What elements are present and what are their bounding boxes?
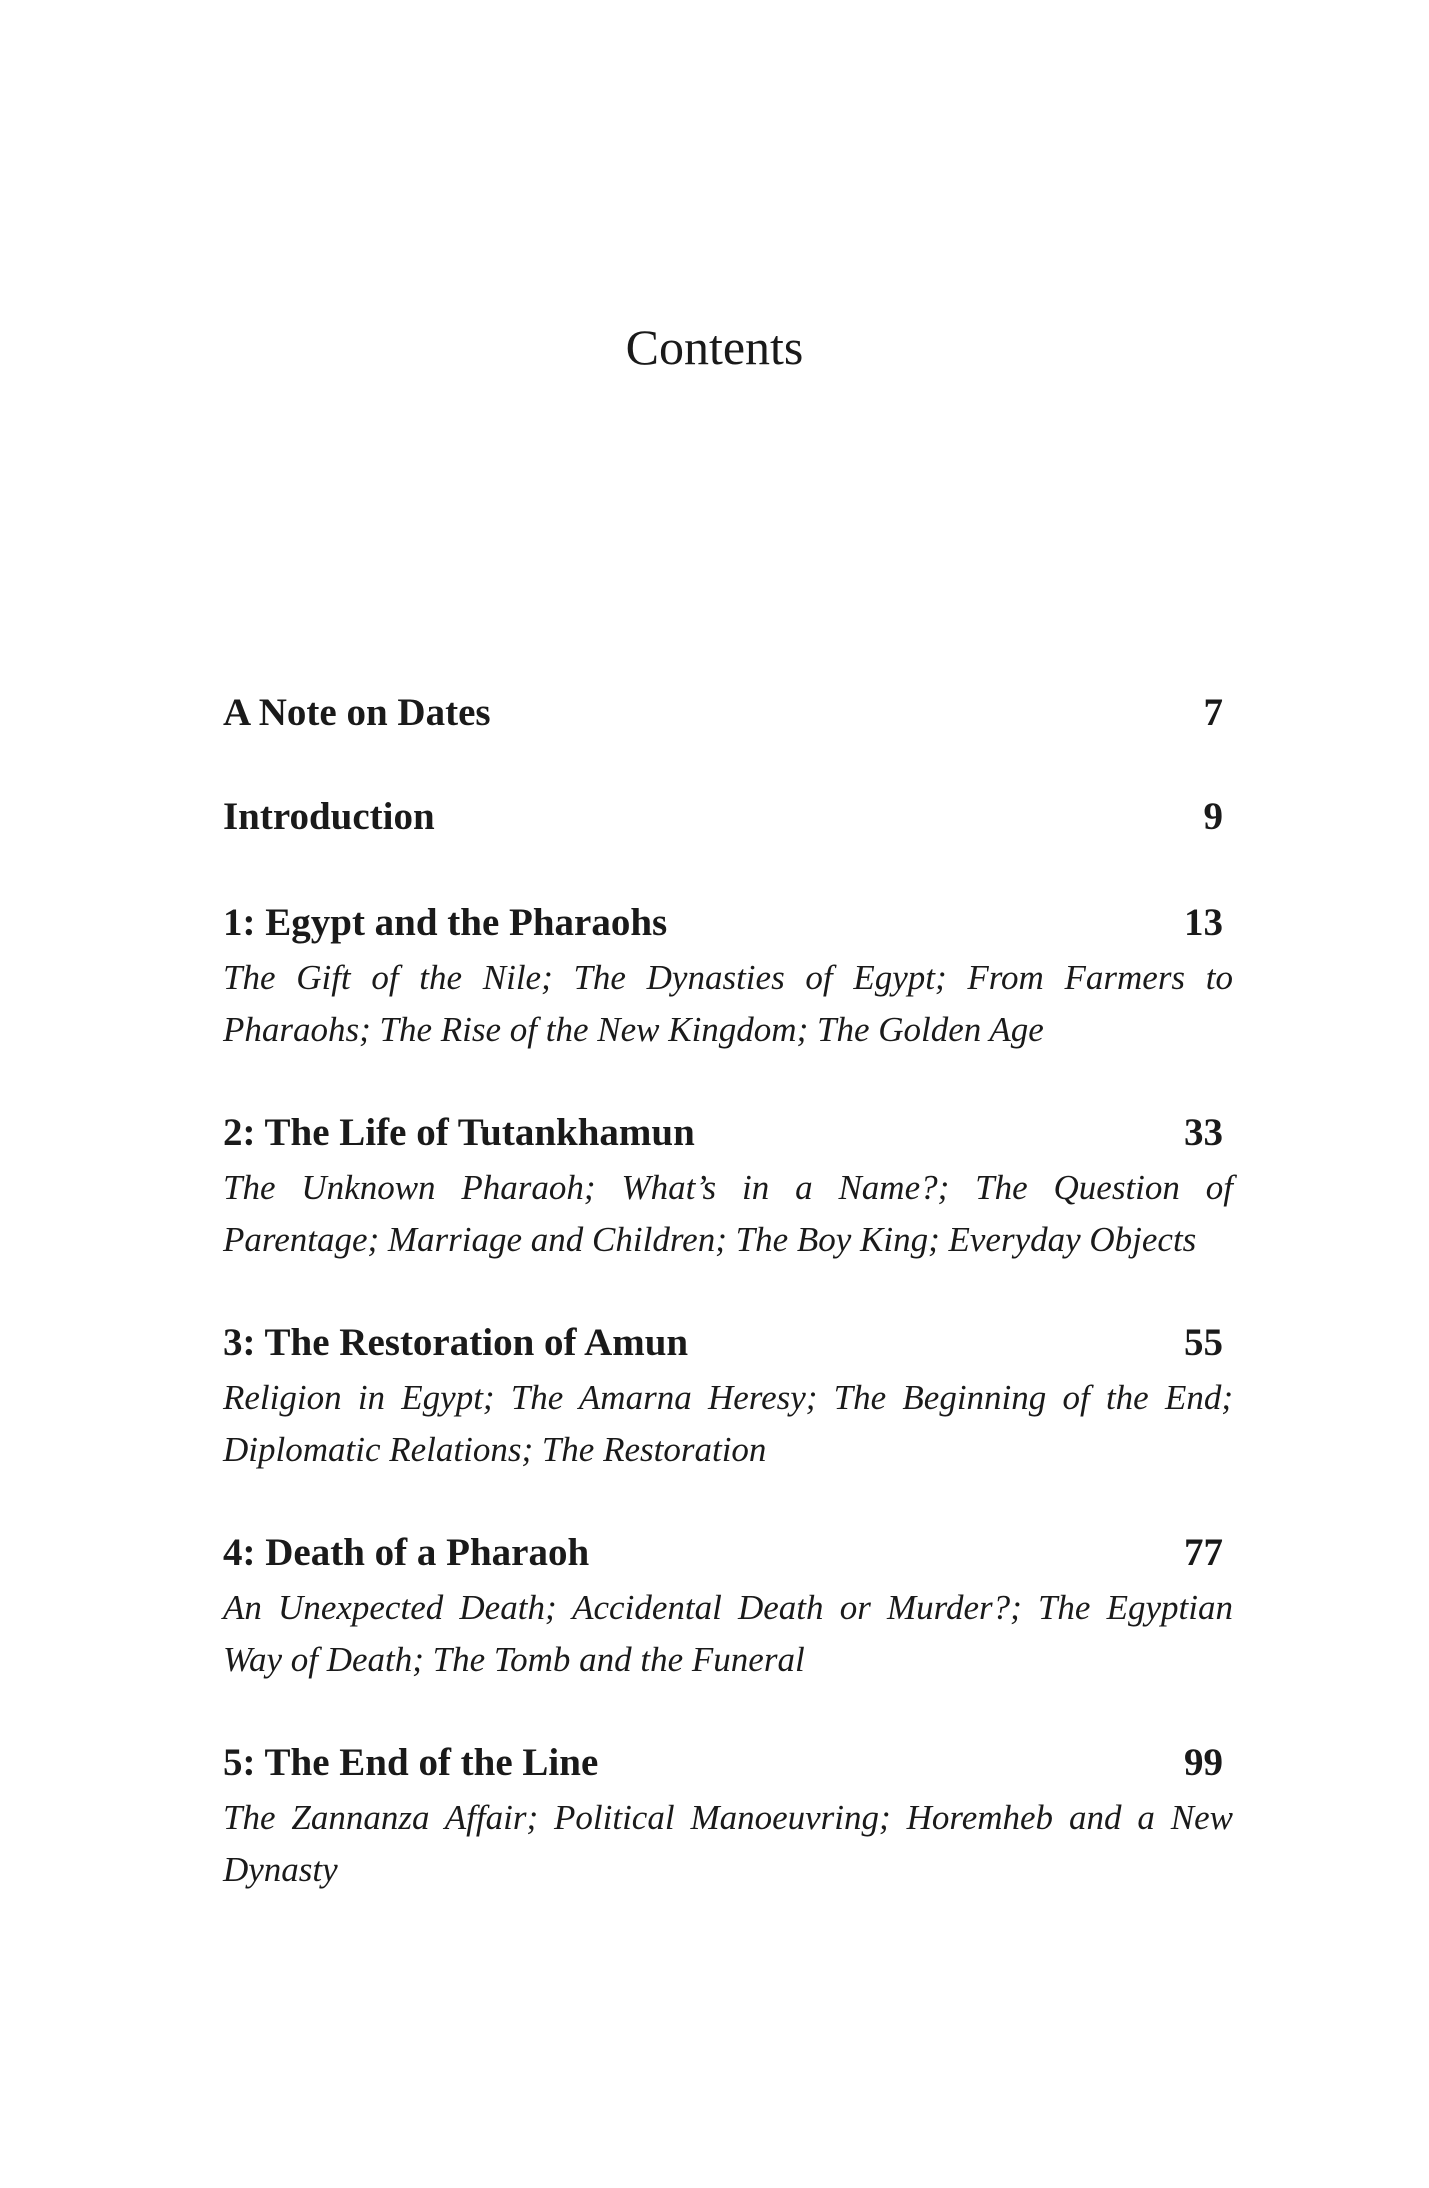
toc-entry-subtitle: Religion in Egypt; The Amarna Heresy; The Beginning of the End; Diplomatic Relations; The Restoration (223, 1378, 1233, 1469)
toc-entry-subtitle: The Gift of the Nile; The Dynasties of Egypt; From Farmers to Pharaohs; The Rise of the New Kingdom; The Golden Age (223, 958, 1233, 1049)
toc-entry-heading (223, 790, 1233, 844)
toc-entry-title[interactable]: A Note on Dates (223, 691, 491, 734)
toc-entry-title[interactable]: 3: The Restoration of Amun (223, 1321, 689, 1364)
toc-entry-heading (223, 1736, 1233, 1790)
toc-entry-introduction[interactable] (223, 790, 1233, 844)
toc-entry-heading (223, 1526, 1233, 1580)
toc-entry-page: 7 (1203, 691, 1223, 734)
toc-entry-title[interactable]: 1: Egypt and the Pharaohs (223, 901, 668, 944)
toc-entry-title[interactable]: 2: The Life of Tutankhamun (223, 1111, 695, 1154)
toc-entry-page: 13 (1184, 901, 1223, 944)
toc-entry-subtitle: The Zannanza Affair; Political Manoeuvring; Horemheb and a New Dynasty (223, 1798, 1233, 1889)
toc-entry-chapter-3[interactable] (223, 1316, 1233, 1476)
toc-entry-chapter-1[interactable] (223, 896, 1233, 1056)
toc-entry-heading (223, 1316, 1233, 1370)
page-title: Contents (625, 319, 804, 375)
toc-entry-heading (223, 896, 1233, 950)
toc-entry-title[interactable]: Introduction (223, 795, 435, 838)
toc-entry-heading (223, 1106, 1233, 1160)
table-of-contents (223, 686, 1233, 1896)
toc-entry-subtitle: The Unknown Pharaoh; What’s in a Name?; The Question of Parentage; Marriage and Children; The Boy King; Everyday Objects (223, 1168, 1233, 1259)
toc-entry-subtitle: An Unexpected Death; Accidental Death or Murder?; The Egyptian Way of Death; The Tomb and the Funeral (223, 1588, 1233, 1679)
toc-entry-note-on-dates[interactable] (223, 686, 1233, 740)
toc-entry-page: 55 (1184, 1321, 1223, 1364)
toc-entry-page: 99 (1184, 1741, 1223, 1784)
toc-entry-heading (223, 686, 1233, 740)
toc-entry-chapter-5[interactable] (223, 1736, 1233, 1896)
toc-entry-page: 9 (1203, 795, 1223, 838)
toc-entry-title[interactable]: 5: The End of the Line (223, 1741, 599, 1784)
toc-entry-page: 33 (1184, 1111, 1223, 1154)
toc-entry-chapter-4[interactable] (223, 1526, 1233, 1686)
toc-entry-page: 77 (1184, 1531, 1223, 1574)
toc-entry-title[interactable]: 4: Death of a Pharaoh (223, 1531, 590, 1574)
toc-entry-chapter-2[interactable] (223, 1106, 1233, 1266)
